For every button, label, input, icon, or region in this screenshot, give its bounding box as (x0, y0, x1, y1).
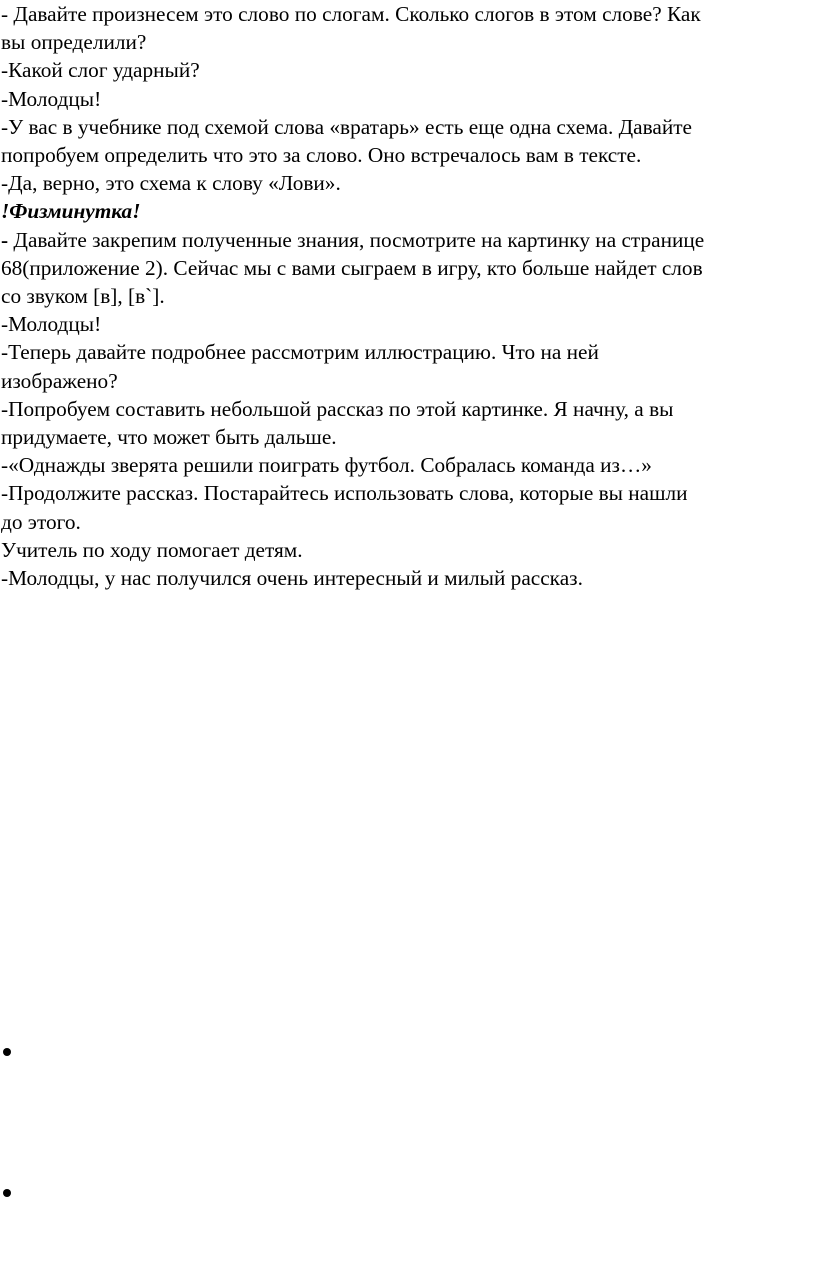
text-line: -Теперь давайте подробнее рассмотрим иллюстрацию. Что на ней (1, 340, 599, 365)
text-line: -Да, верно, это схема к слову «Лови». (1, 171, 341, 196)
text-line: 68(приложение 2). Сейчас мы с вами сыграем в игру, кто больше найдет слов (1, 255, 703, 280)
document-body (1, 0, 813, 592)
text-line: вы определили? (1, 30, 147, 55)
text-line: - Давайте произнесем это слово по слогам. Сколько слогов в этом слове? Как (1, 2, 701, 26)
section-heading: !Физминутка! (1, 199, 141, 224)
text-line: -У вас в учебнике под схемой слова «вратарь» есть еще одна схема. Давайте (1, 114, 692, 139)
text-line: со звуком [в], [в`]. (1, 284, 165, 309)
text-line: до этого. (1, 509, 81, 534)
text-line: -«Однажды зверята решили поиграть футбол. Собралась команда из…» (1, 453, 652, 478)
text-line: -Попробуем составить небольшой рассказ по этой картинке. Я начну, а вы (1, 396, 674, 421)
task-text: Давайте закрепим полученные знания, посмотрите на картинку на странице (8, 227, 705, 252)
text-line: -Молодцы, у нас получился очень интересный и милый рассказ. (1, 566, 583, 591)
bullet-dot (3, 1189, 11, 1197)
text-line: Учитель по ходу помогает детям. (1, 537, 303, 562)
text-line: -Какой слог ударный? (1, 58, 200, 83)
text-line (1, 226, 813, 254)
text-line: -Продолжите рассказ. Постарайтесь использовать слова, которые вы нашли (1, 481, 688, 506)
text-line: -Молодцы! (1, 86, 102, 111)
text-line: придумаете, что может быть дальше. (1, 425, 337, 450)
text-line: -Молодцы! (1, 312, 102, 337)
text-line: попробуем определить что это за слово. Оно встречалось вам в тексте. (1, 143, 642, 168)
bullet-dot (3, 1048, 11, 1056)
dash-mark: - (1, 227, 9, 252)
text-line: изображено? (1, 368, 118, 393)
